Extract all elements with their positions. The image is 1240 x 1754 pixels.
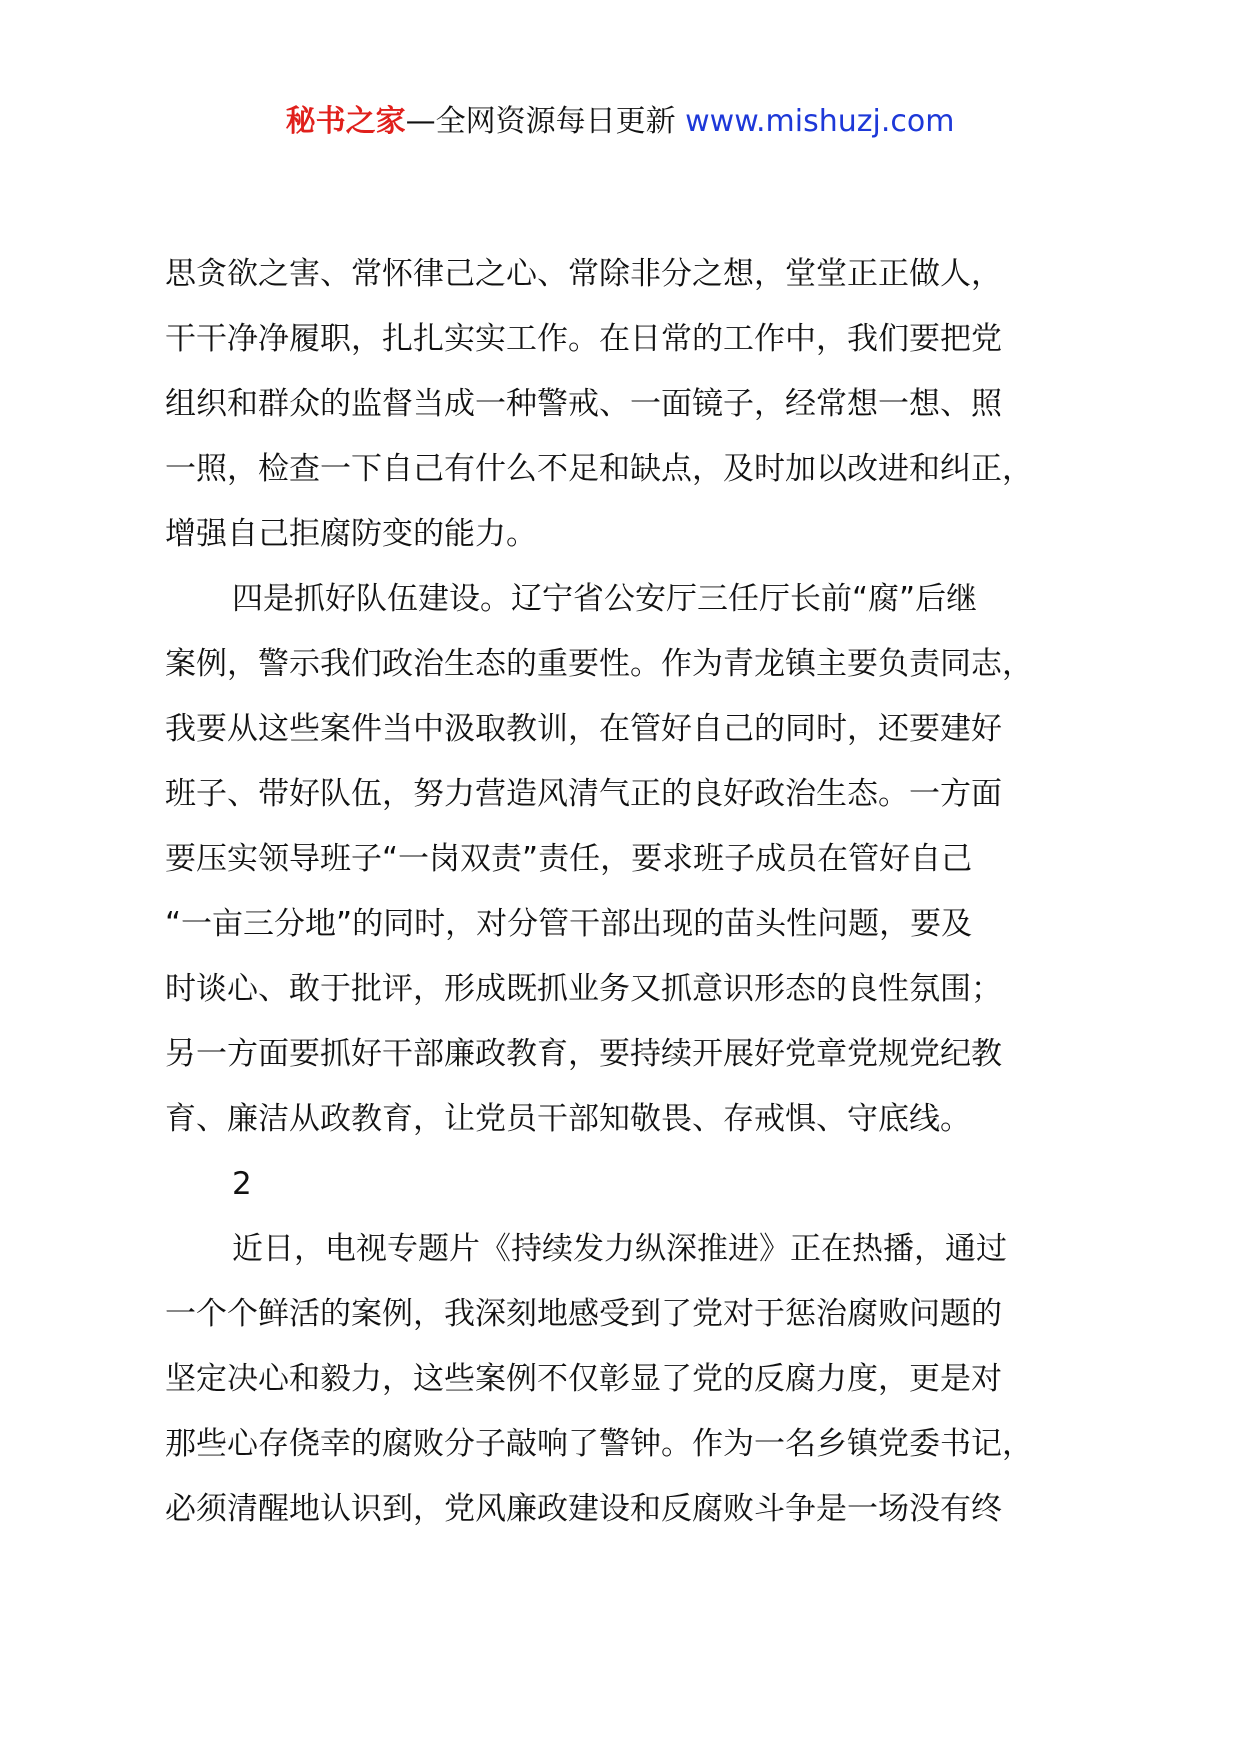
text-line: 必须清醒地认识到，党风廉政建设和反腐败斗争是一场没有终	[165, 1491, 1002, 1527]
text-line: 一照，检查一下自己有什么不足和缺点，及时加以改进和纠正，	[165, 451, 1033, 487]
site-tagline: —全网资源每日更新	[405, 104, 676, 139]
site-brand: 秘书之家	[285, 104, 406, 139]
text-line: 思贪欲之害、常怀律己之心、常除非分之想，堂堂正正做人，	[165, 256, 1002, 292]
paragraph-start-line: 四是抓好队伍建设。辽宁省公安厅三任厅长前“腐”后继	[232, 581, 978, 617]
text-line: 干干净净履职，扎扎实实工作。在日常的工作中，我们要把党	[165, 321, 1002, 357]
section-number: 2	[232, 1166, 252, 1202]
site-url-link[interactable]: www.mishuzj.com	[685, 104, 955, 139]
document-body	[165, 242, 1110, 1542]
page-header	[0, 100, 1240, 144]
text-line: 班子、带好队伍，努力营造风清气正的良好政治生态。一方面	[165, 776, 1002, 812]
paragraph-start-line: 近日，电视专题片《持续发力纵深推进》正在热播，通过	[232, 1231, 1007, 1267]
text-line: 我要从这些案件当中汲取教训，在管好自己的同时，还要建好	[165, 711, 1002, 747]
text-line: 时谈心、敢于批评，形成既抓业务又抓意识形态的良性氛围；	[165, 971, 1002, 1007]
text-line: 案例，警示我们政治生态的重要性。作为青龙镇主要负责同志，	[165, 646, 1033, 682]
text-line: 一个个鲜活的案例，我深刻地感受到了党对于惩治腐败问题的	[165, 1296, 1002, 1332]
text-line: 坚定决心和毅力，这些案例不仅彰显了党的反腐力度，更是对	[165, 1361, 1002, 1397]
text-line: “一亩三分地”的同时，对分管干部出现的苗头性问题，要及	[165, 906, 973, 942]
text-line: 育、廉洁从政教育，让党员干部知敬畏、存戒惧、守底线。	[165, 1101, 971, 1137]
text-line: 那些心存侥幸的腐败分子敲响了警钟。作为一名乡镇党委书记，	[165, 1426, 1033, 1462]
text-line: 要压实领导班子“一岗双责”责任，要求班子成员在管好自己	[165, 841, 973, 877]
text-line: 增强自己拒腐防变的能力。	[165, 516, 537, 552]
text-line: 组织和群众的监督当成一种警戒、一面镜子，经常想一想、照	[165, 386, 1002, 422]
text-line: 另一方面要抓好干部廉政教育，要持续开展好党章党规党纪教	[165, 1036, 1002, 1072]
